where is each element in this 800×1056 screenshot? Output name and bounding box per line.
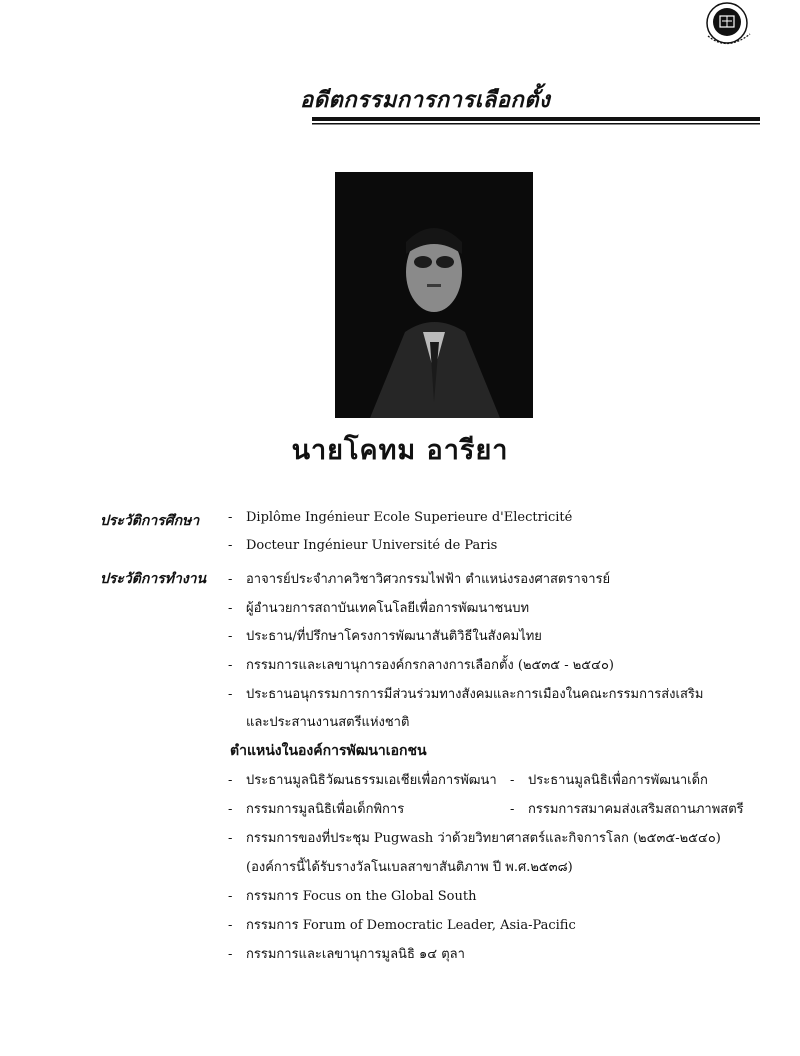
ngo-item bbox=[228, 769, 497, 790]
education-item bbox=[228, 510, 572, 525]
bullet: - bbox=[228, 629, 233, 644]
work-item-text: ประธาน/ที่ปรึกษาโครงการพัฒนาสันติวิธีในสังคมไทย bbox=[246, 629, 542, 644]
work-item-continuation: และประสานงานสตรีแห่งชาติ bbox=[246, 715, 410, 730]
ngo-item bbox=[228, 914, 576, 935]
bullet: - bbox=[228, 510, 233, 525]
ngo-item-text: กรรมการของที่ประชุม Pugwash ว่าด้วยวิทยาศาสตร์และกิจการโลก (๒๕๓๕-๒๕๔๐) bbox=[246, 831, 721, 846]
ngo-item-text: ประธานมูลนิธิวัฒนธรรมเอเชียเพื่อการพัฒนา bbox=[246, 773, 497, 788]
ngo-item bbox=[228, 798, 404, 819]
work-item bbox=[228, 654, 614, 675]
bullet: - bbox=[228, 572, 233, 587]
bullet: - bbox=[228, 538, 233, 553]
bullet: - bbox=[510, 802, 515, 817]
page-title: อดีตกรรมการการเลือกตั้ง bbox=[300, 88, 551, 113]
bullet: - bbox=[228, 918, 233, 933]
portrait-photo bbox=[335, 172, 533, 418]
title-double-rule bbox=[312, 117, 760, 125]
circular-seal-icon bbox=[700, 0, 762, 50]
bullet: - bbox=[228, 687, 233, 702]
ngo-item bbox=[510, 798, 744, 819]
bullet: - bbox=[228, 947, 233, 962]
work-item-text: กรรมการและเลขานุการองค์กรกลางการเลือกตั้ง (๒๕๓๕ - ๒๕๔๐) bbox=[246, 658, 614, 673]
ngo-item-text: กรรมการ Focus on the Global South bbox=[246, 889, 477, 904]
work-label: ประวัติการทำงาน bbox=[100, 571, 207, 587]
person-name: นายโคทม อารียา bbox=[291, 435, 509, 466]
work-item bbox=[228, 568, 610, 589]
ngo-item-text: ประธานมูลนิธิเพื่อการพัฒนาเด็ก bbox=[528, 773, 708, 788]
ngo-heading: ตำแหน่งในองค์การพัฒนาเอกชน bbox=[230, 743, 427, 759]
ngo-item-text: กรรมการสมาคมส่งเสริมสถานภาพสตรี bbox=[528, 802, 744, 817]
education-item bbox=[228, 538, 497, 553]
ngo-item bbox=[228, 885, 476, 906]
work-item bbox=[228, 597, 529, 618]
work-item-text: อาจารย์ประจำภาควิชาวิศวกรรมไฟฟ้า ตำแหน่งรองศาสตราจารย์ bbox=[246, 572, 611, 587]
ngo-item bbox=[228, 943, 465, 964]
ngo-item-text: กรรมการและเลขานุการมูลนิธิ ๑๔ ตุลา bbox=[246, 947, 465, 962]
bullet: - bbox=[228, 773, 233, 788]
bullet: - bbox=[228, 658, 233, 673]
work-item bbox=[228, 625, 542, 646]
ngo-item-text: กรรมการมูลนิธิเพื่อเด็กพิการ bbox=[246, 802, 405, 817]
education-item-text: Diplôme Ingénieur Ecole Superieure d'Electricité bbox=[246, 510, 573, 525]
ngo-item bbox=[228, 827, 721, 848]
bullet: - bbox=[510, 773, 515, 788]
work-item-text: ประธานอนุกรรมการการมีส่วนร่วมทางสังคมและการเมืองในคณะกรรมการส่งเสริม bbox=[246, 687, 704, 702]
work-item bbox=[228, 683, 703, 704]
ngo-item-note: (องค์การนี้ได้รับรางวัลโนเบลสาขาสันติภาพ ปี พ.ศ.๒๕๓๘) bbox=[246, 860, 573, 875]
education-label: ประวัติการศึกษา bbox=[100, 513, 200, 529]
bullet: - bbox=[228, 802, 233, 817]
work-item-text: ผู้อำนวยการสถาบันเทคโนโลยีเพื่อการพัฒนาชนบท bbox=[246, 601, 530, 616]
ngo-item bbox=[510, 769, 708, 790]
bullet: - bbox=[228, 601, 233, 616]
bullet: - bbox=[228, 889, 233, 904]
bullet: - bbox=[228, 831, 233, 846]
ngo-item-text: กรรมการ Forum of Democratic Leader, Asia-Pacific bbox=[246, 918, 576, 933]
education-item-text: Docteur Ingénieur Université de Paris bbox=[246, 538, 498, 553]
